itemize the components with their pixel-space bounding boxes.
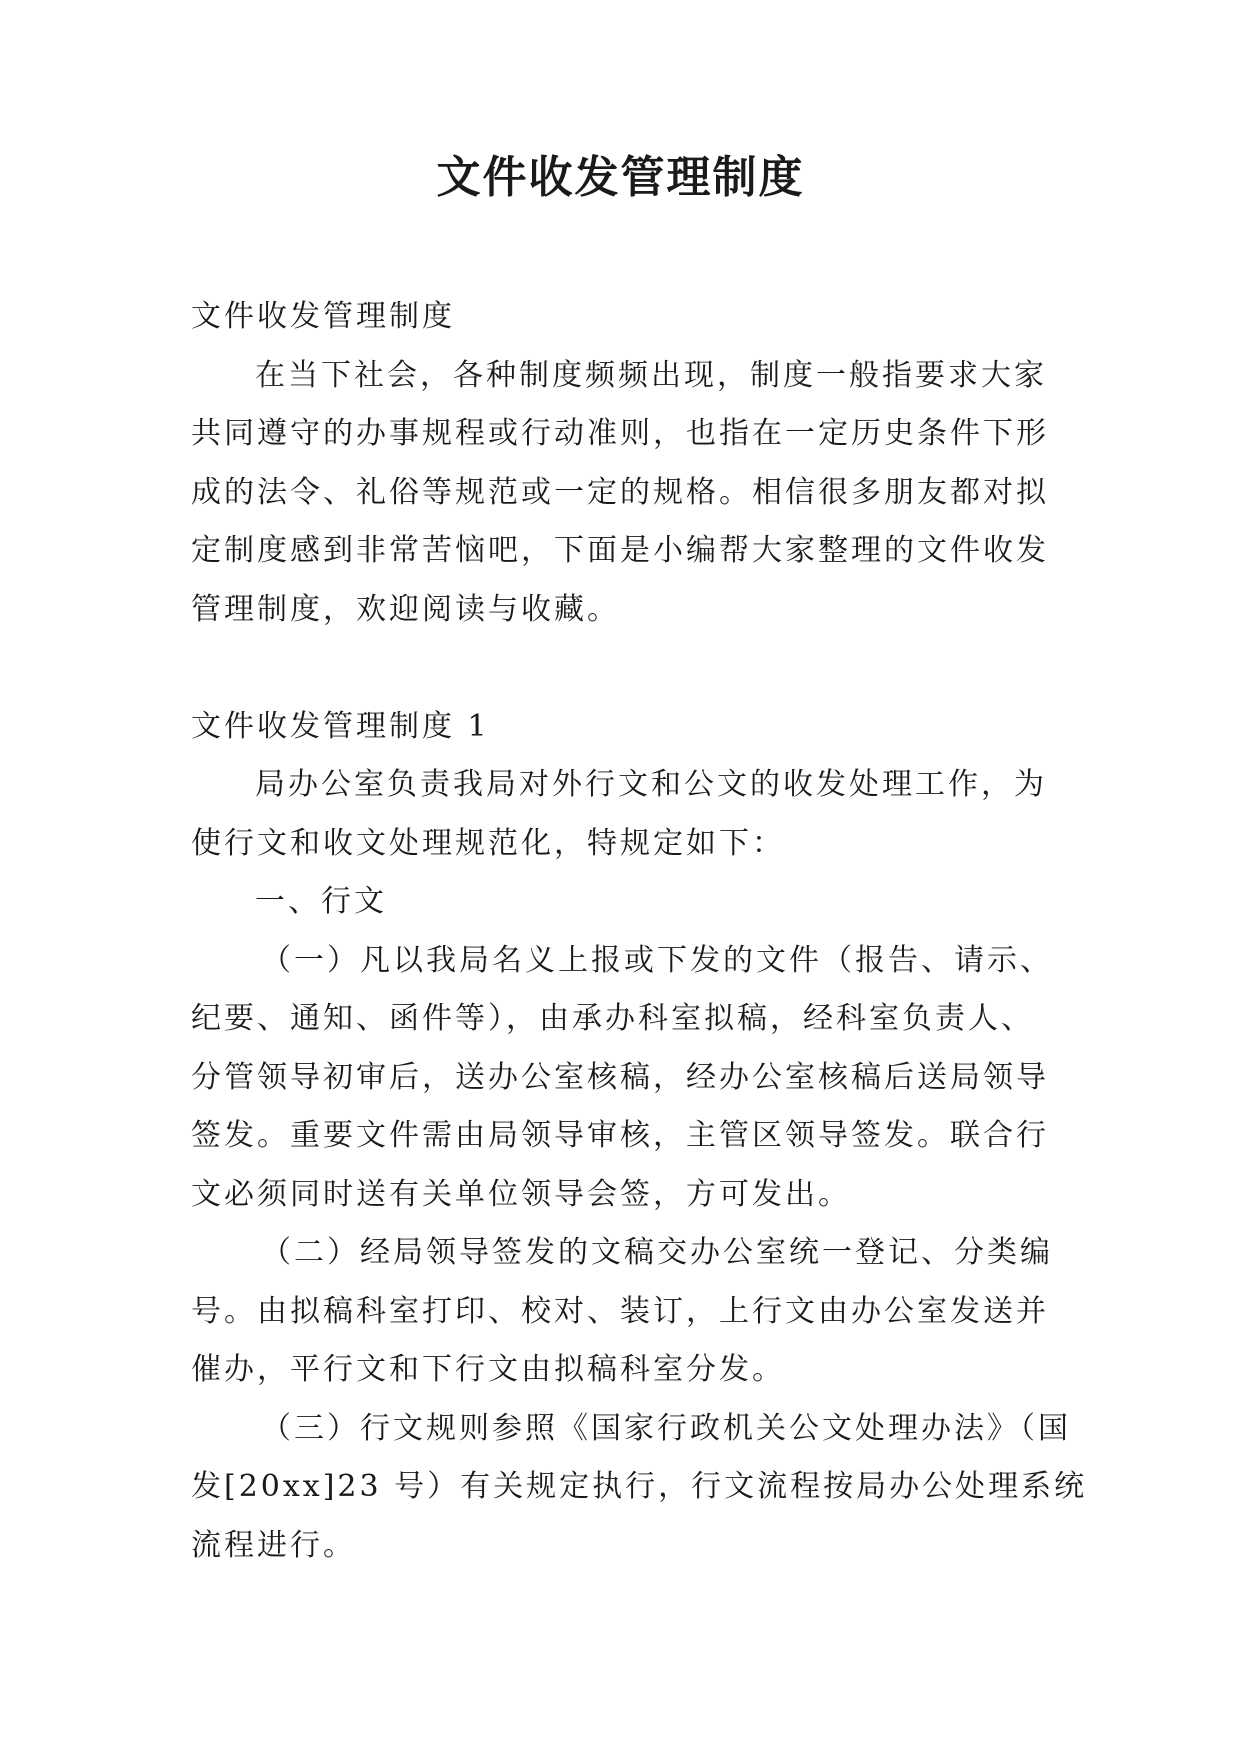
text-line: 局办公室负责我局对外行文和公文的收发处理工作，为 <box>255 767 1047 802</box>
text-line: 一、行文 <box>255 884 387 919</box>
text-line: 催办，平行文和下行文由拟稿科室分发。 <box>191 1352 785 1387</box>
text-line: 签发。重要文件需由局领导审核，主管区领导签发。联合行 <box>191 1118 1049 1153</box>
text-line: （二）经局领导签发的文稿交办公室统一登记、分类编 <box>261 1235 1053 1270</box>
text-line: 成的法令、礼俗等规范或一定的规格。相信很多朋友都对拟 <box>191 474 1049 510</box>
text-line: （三）行文规则参照《国家行政机关公文处理办法》（国 <box>261 1410 1071 1446</box>
text-line: 分管领导初审后，送办公室核稿，经办公室核稿后送局领导 <box>191 1059 1049 1095</box>
text-line: 文件收发管理制度 <box>191 299 455 334</box>
text-line: 共同遵守的办事规程或行动准则，也指在一定历史条件下形 <box>191 416 1049 451</box>
text-line: 管理制度，欢迎阅读与收藏。 <box>191 591 620 627</box>
text-line: 纪要、通知、函件等），由承办科室拟稿，经科室负责人、 <box>191 1001 1034 1036</box>
text-line: 在当下社会，各种制度频频出现，制度一般指要求大家 <box>255 357 1047 393</box>
text-line: 文件收发管理制度 1 <box>191 708 490 744</box>
text-line: 流程进行。 <box>191 1527 356 1563</box>
document-title: 文件收发管理制度 <box>436 152 805 203</box>
text-line: （一）凡以我局名义上报或下发的文件（报告、请示、 <box>261 942 1053 978</box>
text-line: 使行文和收文处理规范化，特规定如下： <box>191 825 785 861</box>
paragraph-spacer <box>191 639 1061 698</box>
text-line: 发[20xx]23 号）有关规定执行，行文流程按局办公处理系统 <box>191 1469 1088 1504</box>
text-line: 号。由拟稿科室打印、校对、装订，上行文由办公室发送并 <box>191 1293 1049 1329</box>
text-line: 定制度感到非常苦恼吧，下面是小编帮大家整理的文件收发 <box>191 533 1049 568</box>
text-line: 文必须同时送有关单位领导会签，方可发出。 <box>191 1176 851 1212</box>
document-body <box>191 288 1088 1575</box>
